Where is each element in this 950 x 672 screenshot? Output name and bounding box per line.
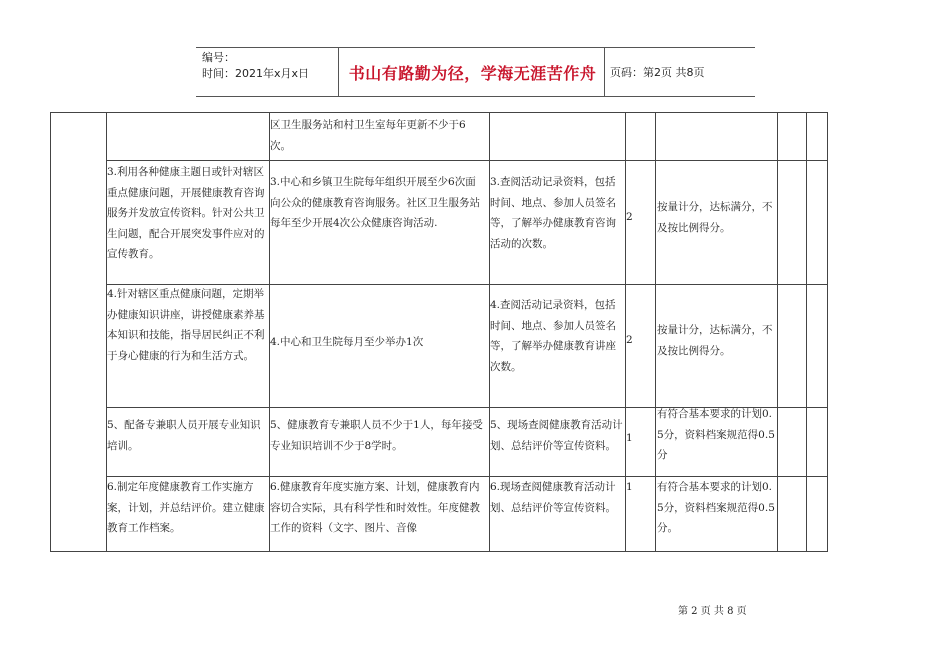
page-footer: 第 2 页 共 8 页 — [678, 606, 747, 617]
table-rule — [827, 112, 828, 552]
score-cell: 1 — [626, 432, 633, 444]
item-cell: 5、配备专兼职人员开展专业知识培训。 — [107, 419, 261, 452]
assessment-table — [50, 112, 828, 551]
rule-cell: 有符合基本要求的计划0.5分，资料档案规范得0.5分 — [657, 408, 775, 461]
header-meta — [202, 50, 309, 82]
rule-cell: 按量计分，达标满分，不及按比例得分。 — [657, 324, 773, 357]
standard-cell: 3.中心和乡镇卫生院每年组织开展至少6次面向公众的健康教育咨询服务。社区卫生服务站每年至少开展4次公众健康咨询活动. — [270, 176, 480, 229]
score-cell: 2 — [626, 334, 633, 346]
method-cell: 4.查阅活动记录资料，包括时间、地点、参加人员签名等，了解举办健康教育讲座次数。 — [490, 299, 616, 373]
score-cell: 1 — [626, 481, 633, 493]
standard-cell: 区卫生服务站和村卫生室每年更新不少于6次。 — [270, 119, 466, 152]
table-rule — [655, 112, 656, 552]
table-rule — [106, 160, 828, 161]
rule-cell: 有符合基本要求的计划0.5分，资料档案规范得0.5分。 — [657, 481, 775, 534]
header-bottom-rule — [196, 96, 755, 97]
header-divider — [338, 47, 339, 97]
rule-cell: 按量计分，达标满分，不及按比例得分。 — [657, 201, 773, 234]
score-cell: 2 — [626, 211, 633, 223]
motto: 书山有路勤为径，学海无涯苦作舟 — [348, 64, 597, 83]
standard-cell: 5、健康教育专兼职人员不少于1人，每年接受专业知识培训不少于8学时。 — [270, 419, 483, 452]
item-cell: 6.制定年度健康教育工作实施方案，计划，并总结评价。建立健康教育工作档案。 — [107, 481, 265, 534]
header-divider — [604, 47, 605, 97]
method-cell: 3.查阅活动记录资料，包括时间、地点、参加人员签名等，了解举办健康教育咨询活动的次数。 — [490, 176, 616, 250]
header-top-rule — [196, 47, 755, 48]
table-rule — [50, 112, 51, 552]
table-rule — [50, 551, 828, 552]
table-rule — [106, 112, 828, 113]
page-label: 页码：第2页 共8页 — [610, 66, 705, 79]
number-label: 编号： — [202, 51, 235, 64]
time-label: 时间：2021年x月x日 — [202, 67, 310, 80]
table-rule — [777, 112, 778, 552]
standard-cell: 4.中心和卫生院每月至少举办1次 — [270, 336, 424, 348]
table-rule — [50, 112, 106, 113]
item-cell: 4.针对辖区重点健康问题，定期举办健康知识讲座，讲授健康素养基本知识和技能，指导居民纠正不利于身心健康的行为和生活方式。 — [107, 288, 265, 362]
table-rule — [806, 112, 807, 552]
standard-cell: 6.健康教育年度实施方案、计划，健康教育内容切合实际，具有科学性和时效性。年度健教工作的资料（文字、图片、音像 — [270, 481, 480, 534]
item-cell: 3.利用各种健康主题日或针对辖区重点健康问题，开展健康教育咨询服务并发放宣传资料。针对公共卫生问题，配合开展突发事件应对的宣传教育。 — [107, 166, 265, 260]
method-cell: 6.现场查阅健康教育活动计划、总结评价等宣传资料。 — [490, 481, 616, 514]
page-header — [196, 47, 755, 97]
method-cell: 5、现场查阅健康教育活动计划、总结评价等宣传资料。 — [490, 419, 623, 452]
